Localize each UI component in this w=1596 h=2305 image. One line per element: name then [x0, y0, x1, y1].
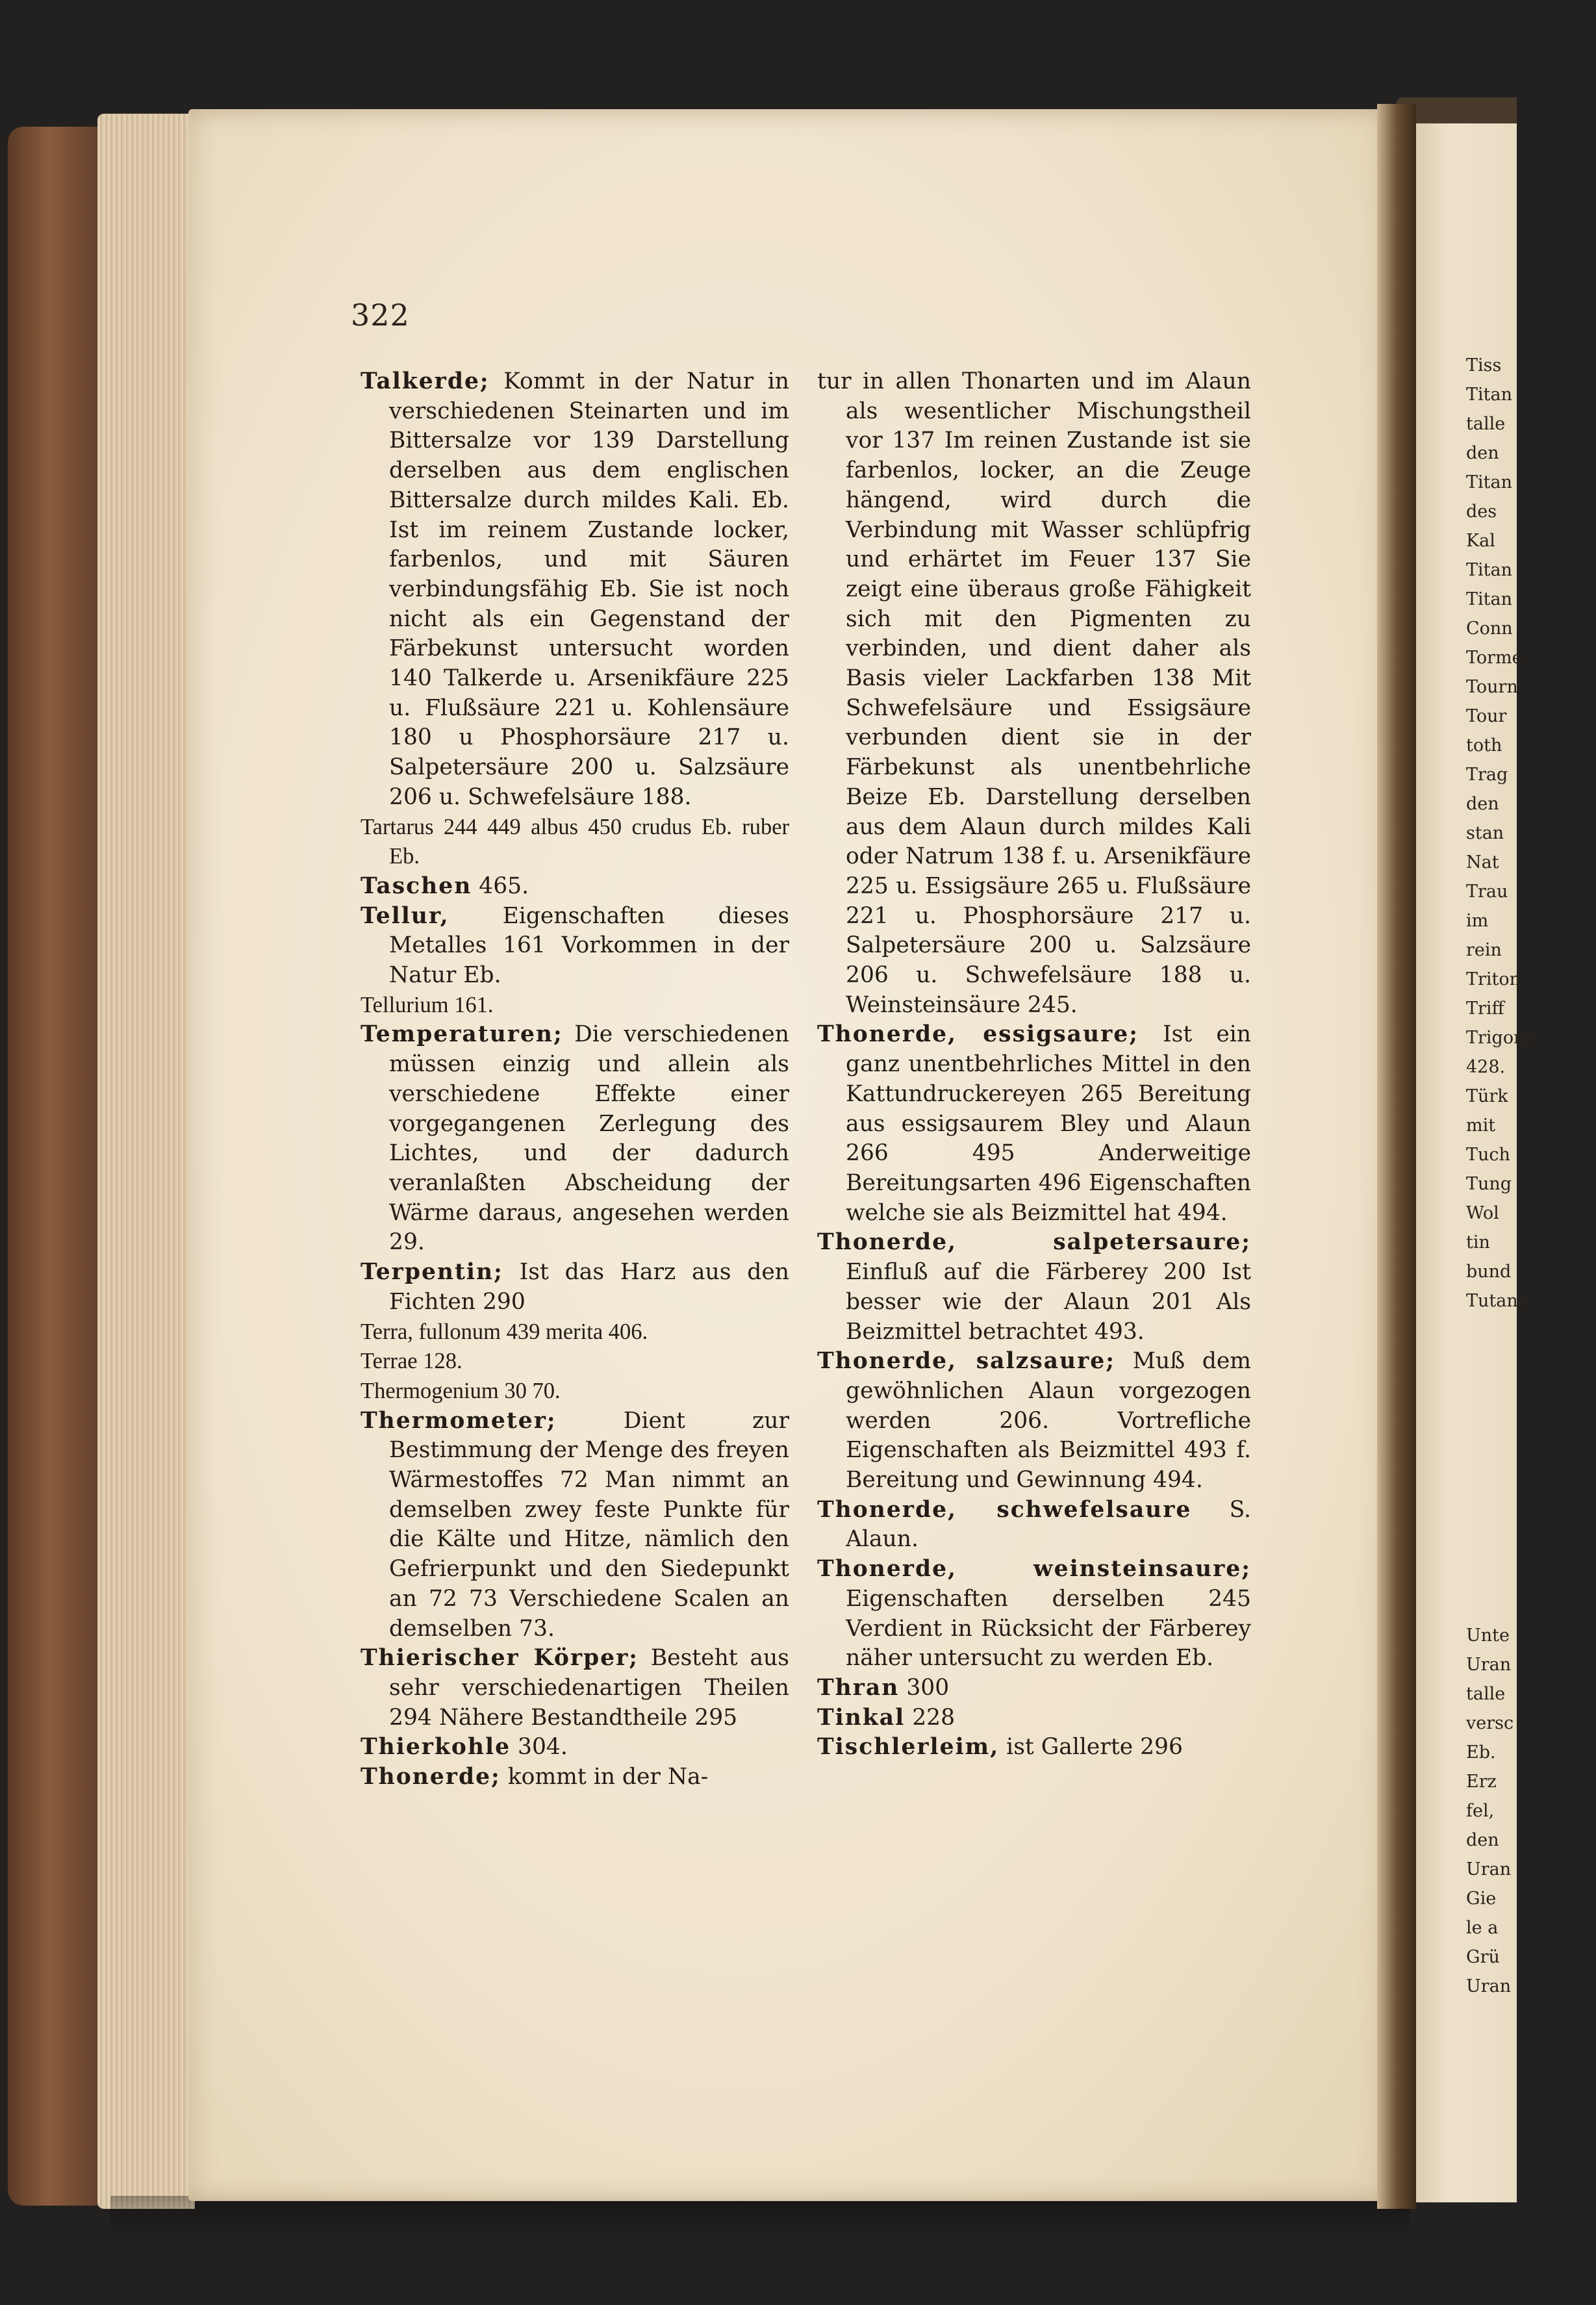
- next-page-line: Tung: [1466, 1174, 1512, 1194]
- entry-headword: Thran: [817, 1674, 900, 1701]
- next-page-line: 428.: [1466, 1057, 1506, 1077]
- next-page-line: Kal: [1466, 531, 1495, 551]
- entry-text: ist Gallerte 296: [1006, 1734, 1183, 1761]
- next-page-line: Nat: [1466, 852, 1499, 872]
- next-page-line: Uran: [1466, 1655, 1512, 1675]
- next-page-line: Erz: [1466, 1772, 1497, 1792]
- index-entry: [361, 367, 789, 813]
- entry-headword: Tischlerleim,: [817, 1734, 1000, 1761]
- next-page-line: Trigone: [1466, 1028, 1536, 1048]
- next-page-edge: [1406, 123, 1536, 2202]
- next-page-line: Tourn: [1466, 677, 1518, 697]
- next-page-line: Conn: [1466, 618, 1513, 639]
- next-page-line: Tuch: [1466, 1145, 1510, 1165]
- next-page-line: rein: [1466, 940, 1502, 960]
- next-page-line: den: [1466, 1830, 1499, 1850]
- entry-text: 304.: [518, 1734, 568, 1761]
- entry-text: Eigenschaften dieses Metalles 161 Vorkommen in der Natur Eb.: [389, 902, 789, 989]
- entry-text: S. Alaun.: [846, 1496, 1251, 1553]
- entry-text: tur in allen Thonarten und im Alaun als wesentlicher Mischungstheil vor 137 Im reinen Zustande ist sie farbenlos, locker, an die Zeuge hängend, wird durch die Verbindung mit Wasser schlüpfrig und erhärtet im Feuer 137 Sie zeigt eine überaus große Fähigkeit sich mit den Pigmenten zu verbinden, und dient daher als Basis vieler Lackfarben 138 Mit Schwefelsäure und Essigsäure verbunden dient sie in der Färbekunst als unentbehrliche Beize Eb. Darstellung derselben aus dem Alaun durch mildes Kali oder Natrum 138 f. u. Arsenikfäure 225 u. Essigsäure 265 u. Flußsäure 221 u. Phosphorsäure 217 u. Salpetersäure 200 u. Salzsäure 206 u. Schwefelsäure 188 u. Weinsteinsäure 245.: [817, 368, 1251, 1018]
- next-page-line: Titan: [1466, 560, 1512, 580]
- entry-headword: Thonerde;: [361, 1764, 501, 1790]
- next-page-line: toth: [1466, 735, 1502, 756]
- index-entry: [817, 1555, 1251, 1674]
- next-page-text: [1466, 351, 1596, 2001]
- next-page-line: Gie: [1466, 1889, 1497, 1909]
- next-page-line: le a: [1466, 1918, 1499, 1938]
- next-page-line: Titan: [1466, 385, 1512, 405]
- index-entry: [817, 367, 1251, 1020]
- page-shadow: [110, 2196, 1410, 2235]
- entry-headword: Talkerde;: [361, 368, 490, 394]
- index-entry: [361, 902, 789, 991]
- index-entry: [817, 1496, 1251, 1555]
- entry-headword: Thonerde, salzsaure;: [817, 1348, 1115, 1375]
- next-page-line: fel,: [1466, 1801, 1495, 1821]
- entry-headword: Thonerde, essigsaure;: [817, 1021, 1139, 1048]
- next-page-line: Trau: [1466, 882, 1508, 902]
- index-entry: [361, 1258, 789, 1317]
- next-page-line: tin: [1466, 1232, 1490, 1253]
- next-page-line: stan: [1466, 823, 1504, 843]
- index-entry: [361, 1733, 789, 1763]
- index-entry: [361, 1763, 789, 1792]
- next-page-line: bund: [1466, 1262, 1512, 1282]
- index-entry: [361, 1644, 789, 1733]
- entry-headword: Terpentin;: [361, 1259, 503, 1286]
- entry-headword: Thermometer;: [361, 1407, 557, 1434]
- next-page-line: im: [1466, 911, 1489, 931]
- index-entry: [361, 872, 789, 902]
- next-page-lines-top: [1466, 351, 1596, 1316]
- next-page-line: den: [1466, 443, 1499, 463]
- left-column: [361, 367, 789, 1792]
- next-page-line: Grü: [1466, 1947, 1500, 1967]
- entry-text: 300: [906, 1674, 950, 1701]
- next-page-line: Wol: [1466, 1203, 1499, 1223]
- index-entry: [817, 1020, 1251, 1228]
- index-entry: [361, 1377, 789, 1407]
- next-page-line: Eb.: [1466, 1742, 1496, 1763]
- next-page-lines-bottom: [1466, 1621, 1596, 2001]
- next-page-line: Unte: [1466, 1625, 1510, 1646]
- entry-text: Einfluß auf die Färberey 200 Ist besser wie der Alaun 201 Als Beizmittel betrachtet 493.: [846, 1259, 1251, 1345]
- entry-text: Tellurium 161.: [361, 992, 494, 1017]
- entry-text: Tartarus 244 449 albus 450 crudus Eb. ruber Eb.: [361, 814, 789, 869]
- page-gutter: [1377, 104, 1416, 2209]
- next-page-line: Tiss: [1466, 355, 1502, 376]
- entry-text: Muß dem gewöhnlichen Alaun vorgezogen werden 206. Vortrefliche Eigenschaften als Beizmittel 493 f. Bereitung und Gewinnung 494.: [846, 1348, 1251, 1494]
- index-entry: [817, 1733, 1251, 1763]
- next-page-line: talle: [1466, 414, 1506, 434]
- entry-text: Besteht aus sehr verschiedenartigen Theilen 294 Nähere Bestandtheile 295: [389, 1645, 789, 1731]
- index-entry: [817, 1228, 1251, 1347]
- index-entry: [361, 813, 789, 872]
- next-page-line: versc: [1466, 1713, 1514, 1733]
- entry-text: Terra, fullonum 439 merita 406.: [361, 1319, 648, 1344]
- entry-headword: Thonerde, weinsteinsaure;: [817, 1556, 1251, 1583]
- entry-text: Thermogenium 30 70.: [361, 1378, 561, 1403]
- page-number: 322: [351, 298, 410, 333]
- entry-text: Die verschiedenen müssen einzig und allein als verschiedene Effekte einer vorgegangenen Zerlegung des Lichtes, und der dadurch veranlaßten Abscheidung der Wärme daraus, angesehen werden 29.: [389, 1021, 789, 1256]
- next-page-line: Triff: [1466, 999, 1504, 1019]
- entry-text: Ist das Harz aus den Fichten 290: [389, 1259, 789, 1315]
- entry-text: Eigenschaften derselben 245 Verdient in Rücksicht der Färberey näher untersucht zu werden Eb.: [846, 1585, 1251, 1672]
- next-page-line: talle: [1466, 1684, 1506, 1704]
- entry-headword: Tinkal: [817, 1704, 906, 1731]
- entry-headword: Temperaturen;: [361, 1021, 563, 1048]
- entry-text: 228: [912, 1704, 956, 1731]
- index-entry: [361, 1407, 789, 1644]
- entry-text: Ist ein ganz unentbehrliches Mittel in den Kattundruckereyen 265 Bereitung aus essigsaurem Bley und Alaun 266 495 Anderweitige Bereitungsarten 496 Eigenschaften welche sie als Beizmittel hat 494.: [846, 1021, 1252, 1226]
- index-entry: [817, 1674, 1251, 1703]
- next-page-line: Titan: [1466, 472, 1512, 492]
- entry-text: Kommt in der Natur in verschiedenen Steinarten und im Bittersalze vor 139 Darstellung derselben aus dem englischen Bittersalze durch mildes Kali. Eb. Ist im reinem Zustande locker, farbenlos, und mit Säuren verbindungsfähig Eb. Sie ist noch nicht als ein Gegenstand der Färbekunst untersucht worden 140 Talkerde u. Arsenikfäure 225 u. Flußsäure 221 u. Kohlensäure 180 u Phosphorsäure 217 u. Salpetersäure 200 u. Salzsäure 206 u. Schwefelsäure 188.: [389, 368, 790, 810]
- index-entry: [361, 1347, 789, 1377]
- entry-headword: Thonerde, schwefelsaure: [817, 1496, 1192, 1523]
- index-entry: [361, 1020, 789, 1258]
- next-page-line: Titan: [1466, 589, 1512, 609]
- right-column: [817, 367, 1251, 1763]
- entry-text: kommt in der Na-: [507, 1764, 709, 1790]
- next-page-line: Torme: [1466, 648, 1523, 668]
- entry-headword: Taschen: [361, 872, 472, 899]
- next-page-line: Uran: [1466, 1859, 1512, 1879]
- entry-text: 465.: [479, 872, 529, 899]
- next-page-line: Triton: [1466, 969, 1521, 989]
- next-page-line: Uran: [1466, 1976, 1512, 1996]
- index-entry: [361, 1318, 789, 1347]
- entry-text: Dient zur Bestimmung der Menge des freyen Wärmestoffes 72 Man nimmt an demselben zwey feste Punkte für die Kälte und Hitze, nämlich den Gefrierpunkt und den Siedepunkt an 72 73 Verschiedene Scalen an demselben 73.: [389, 1407, 789, 1642]
- page-edges: [97, 114, 195, 2209]
- next-page-line: des: [1466, 502, 1497, 522]
- next-page-line: Türk: [1466, 1086, 1508, 1106]
- entry-headword: Thonerde, salpetersaure;: [817, 1229, 1251, 1256]
- entry-headword: Thierischer Körper;: [361, 1645, 639, 1672]
- entry-headword: Tellur,: [361, 902, 450, 929]
- index-entry: [361, 991, 789, 1021]
- index-entry: [817, 1347, 1251, 1496]
- entry-headword: Thierkohle: [361, 1734, 511, 1761]
- next-page-line: Trag: [1466, 765, 1508, 785]
- entry-text: Terrae 128.: [361, 1349, 462, 1374]
- next-page-line: mit: [1466, 1115, 1496, 1136]
- index-entry: [817, 1703, 1251, 1733]
- next-page-line: den: [1466, 794, 1499, 814]
- next-page-line: Tour: [1466, 706, 1507, 726]
- next-page-line: Tutane: [1466, 1291, 1528, 1311]
